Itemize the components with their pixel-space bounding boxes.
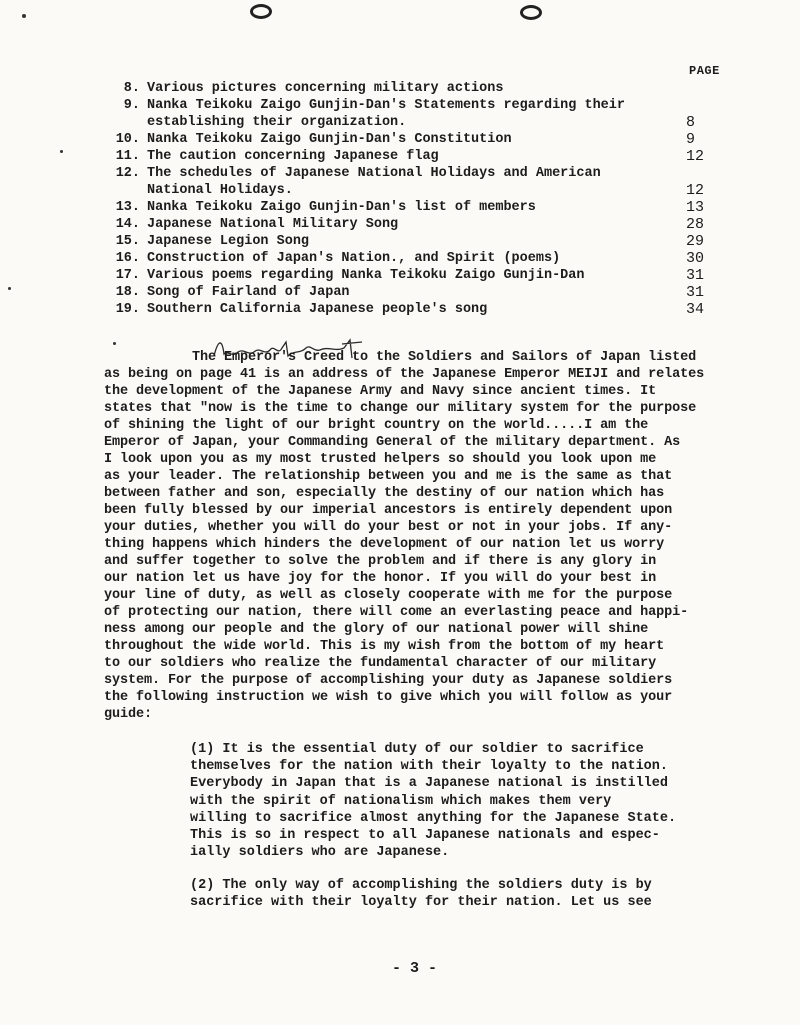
paragraph-line: themselves for the nation with their loyalty to the nation. xyxy=(190,759,668,775)
toc-page-number: 31 xyxy=(686,267,705,284)
paragraph-line: This is so in respect to all Japanese nationals and espec- xyxy=(190,827,660,843)
body-line: throughout the wide world. This is my wish from the bottom of my heart xyxy=(104,639,665,654)
toc-row xyxy=(100,148,730,165)
toc-page-number: 12 xyxy=(686,182,705,199)
paragraph-line: (1) It is the essential duty of our soldier to sacrifice xyxy=(190,742,644,757)
scan-speck xyxy=(113,342,116,345)
body-paragraph xyxy=(104,349,744,723)
toc-row xyxy=(100,267,730,284)
toc-row xyxy=(100,114,730,131)
body-line: ness among our people and the glory of our national power will shine xyxy=(104,622,649,637)
toc-row xyxy=(100,131,730,148)
body-line: between father and son, especially the destiny of our nation which has xyxy=(104,486,665,501)
body-line: and suffer together to solve the problem and if there is any glory in xyxy=(104,554,657,569)
body-line: system. For the purpose of accomplishing your duty as Japanese soldiers xyxy=(104,673,673,688)
toc-number: 16. xyxy=(115,251,140,266)
body-line: our nation let us have joy for the honor. If you will do your best in xyxy=(104,571,657,586)
toc-title: The caution concerning Japanese flag xyxy=(147,149,439,164)
body-line: of shining the light of our bright country on the world.....I am the xyxy=(104,418,649,433)
toc-page-number: 9 xyxy=(686,131,696,148)
toc-title: Nanka Teikoku Zaigo Gunjin-Dan's Statements regarding their xyxy=(147,98,625,113)
toc-page-number: 28 xyxy=(686,216,705,233)
toc-title: Nanka Teikoku Zaigo Gunjin-Dan's Constitution xyxy=(147,132,512,147)
body-line: been fully blessed by our imperial ancestors is entirely dependent upon xyxy=(104,503,673,518)
body-line: The Emperor's Creed to the Soldiers and Sailors of Japan listed xyxy=(192,350,697,365)
toc-title: Song of Fairland of Japan xyxy=(147,285,350,300)
toc-page-number: 8 xyxy=(686,114,696,131)
toc-page-number: 31 xyxy=(686,284,705,301)
toc-row xyxy=(100,80,730,97)
toc-title: National Holidays. xyxy=(147,183,293,198)
toc-number: 17. xyxy=(115,268,140,283)
toc-row xyxy=(100,250,730,267)
page-column-header: PAGE xyxy=(689,64,720,78)
toc-row xyxy=(100,301,730,318)
toc-number: 14. xyxy=(115,217,140,232)
toc-title: Japanese National Military Song xyxy=(147,217,399,232)
toc-number: 11. xyxy=(115,149,140,164)
body-line: the following instruction we wish to give which you will follow as your xyxy=(104,690,673,705)
toc-row xyxy=(100,284,730,301)
body-line: your duties, whether you will do your best or not in your jobs. If any- xyxy=(104,520,673,535)
toc-row xyxy=(100,216,730,233)
body-line: of protecting our nation, there will come an everlasting peace and happi- xyxy=(104,605,689,620)
toc-page-number: 12 xyxy=(686,148,705,165)
toc-title: Construction of Japan's Nation., and Spirit (poems) xyxy=(147,251,561,266)
toc-row xyxy=(100,182,730,199)
instruction-1 xyxy=(190,741,710,861)
body-line: as being on page 41 is an address of the Japanese Emperor MEIJI and relates xyxy=(104,367,705,382)
toc-number: 13. xyxy=(115,200,140,215)
punch-hole-left xyxy=(250,4,272,19)
toc-row xyxy=(100,97,730,114)
scan-speck xyxy=(8,287,11,290)
body-line: I look upon you as my most trusted helpers so should you look upon me xyxy=(104,452,657,467)
body-line: thing happens which hinders the development of our nation let us worry xyxy=(104,537,665,552)
toc-number: 9. xyxy=(123,98,140,113)
body-line: the development of the Japanese Army and Navy since ancient times. It xyxy=(104,384,657,399)
body-line: Emperor of Japan, your Commanding General of the military department. As xyxy=(104,435,681,450)
toc-title: Southern California Japanese people's song xyxy=(147,302,488,317)
toc-number: 12. xyxy=(115,166,140,181)
toc-page-number: 34 xyxy=(686,301,705,318)
toc-page-number: 30 xyxy=(686,250,705,267)
toc-page-number: 13 xyxy=(686,199,705,216)
table-of-contents xyxy=(100,80,730,318)
paragraph-line: ially soldiers who are Japanese. xyxy=(190,845,450,861)
body-line: states that "now is the time to change our military system for the purpose xyxy=(104,401,697,416)
body-line: guide: xyxy=(104,707,153,722)
toc-number: 19. xyxy=(115,302,140,317)
paragraph-line: (2) The only way of accomplishing the soldiers duty is by xyxy=(190,878,652,893)
toc-page-number: 29 xyxy=(686,233,705,250)
body-line: as your leader. The relationship between you and me is the same as that xyxy=(104,469,673,484)
toc-title: Japanese Legion Song xyxy=(147,234,310,249)
toc-title: Various poems regarding Nanka Teikoku Zaigo Gunjin-Dan xyxy=(147,268,585,283)
body-line: to our soldiers who realize the fundamental character of our military xyxy=(104,656,657,671)
toc-number: 8. xyxy=(123,81,140,96)
toc-title: Various pictures concerning military actions xyxy=(147,81,504,96)
toc-row xyxy=(100,233,730,250)
toc-title: Nanka Teikoku Zaigo Gunjin-Dan's list of members xyxy=(147,200,536,215)
body-line: your line of duty, as well as closely cooperate with me for the purpose xyxy=(104,588,673,603)
toc-number: 18. xyxy=(115,285,140,300)
paragraph-line: sacrifice with their loyalty for their nation. Let us see xyxy=(190,895,652,911)
toc-number: 10. xyxy=(115,132,140,147)
toc-title: The schedules of Japanese National Holidays and American xyxy=(147,166,601,181)
paragraph-line: with the spirit of nationalism which makes them very xyxy=(190,793,612,809)
paragraph-line: willing to sacrifice almost anything for the Japanese State. xyxy=(190,810,677,826)
instruction-2 xyxy=(190,877,710,911)
scan-speck xyxy=(60,150,63,153)
toc-number: 15. xyxy=(115,234,140,249)
punch-hole-right xyxy=(520,5,542,20)
toc-title: establishing their organization. xyxy=(147,115,407,130)
page-number: - 3 - xyxy=(392,960,438,977)
paragraph-line: Everybody in Japan that is a Japanese national is instilled xyxy=(190,776,668,792)
toc-row xyxy=(100,165,730,182)
scan-speck xyxy=(22,14,26,18)
toc-row xyxy=(100,199,730,216)
